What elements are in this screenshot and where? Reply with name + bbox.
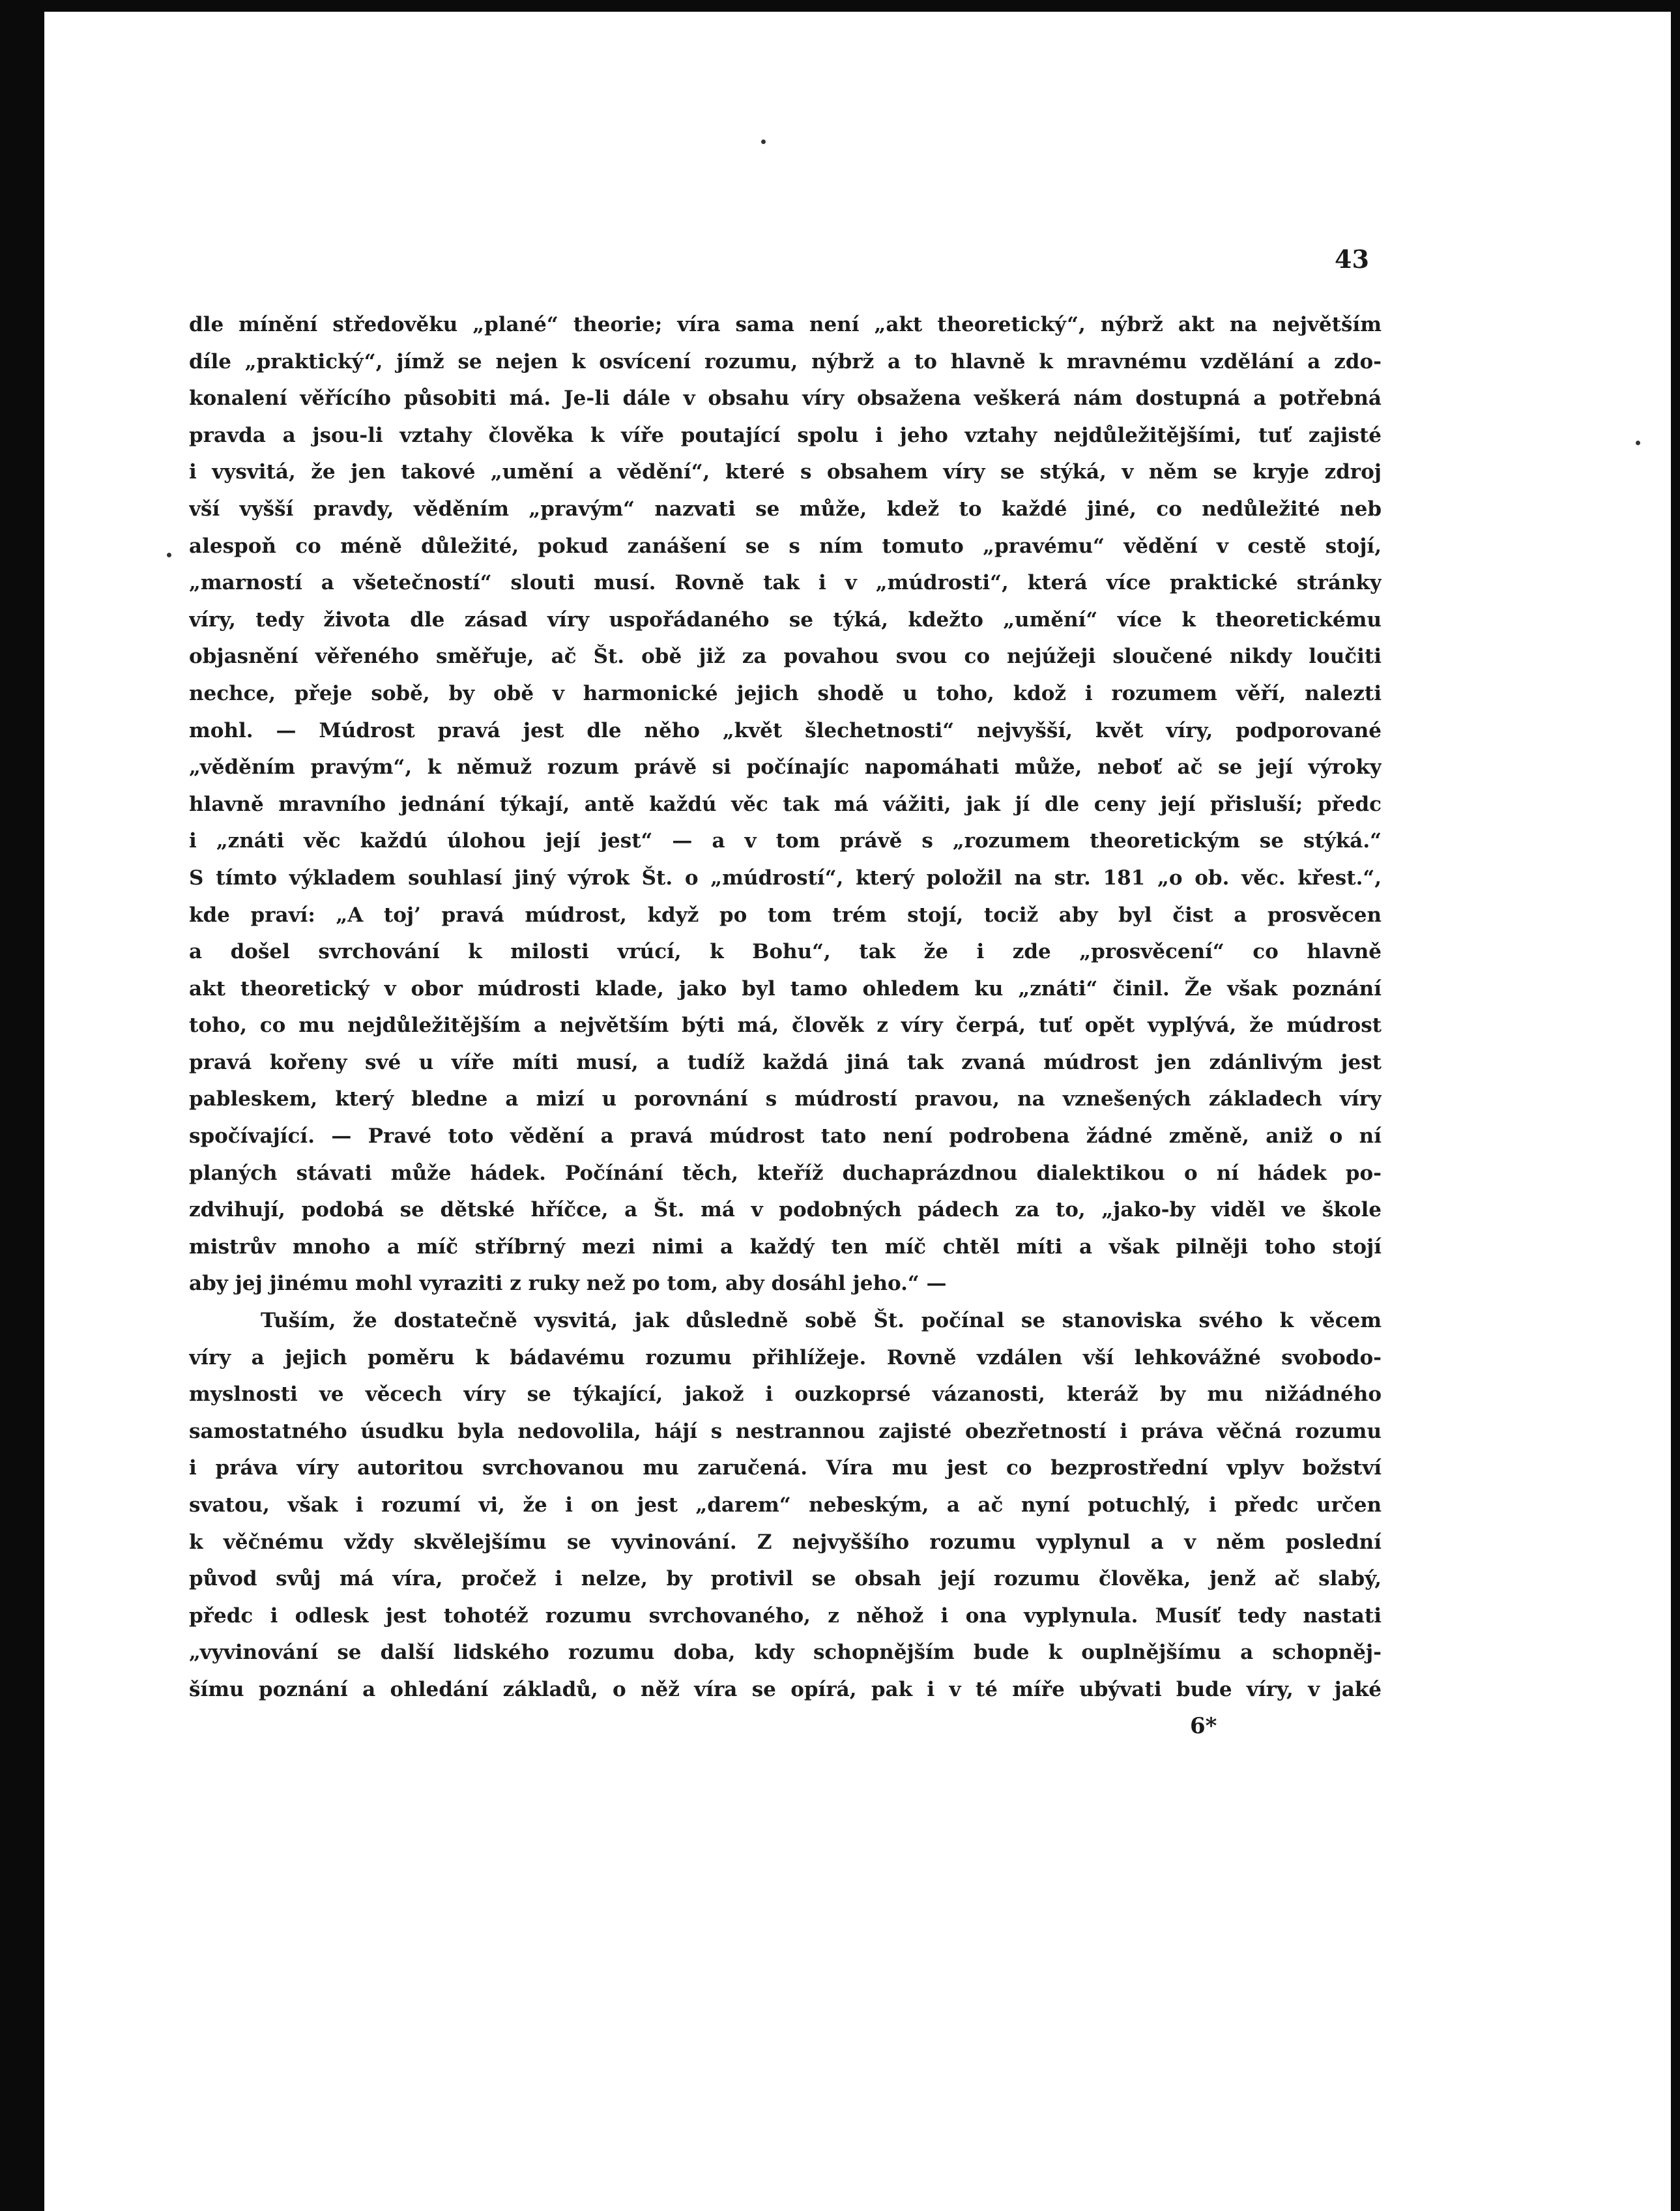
text-line: „věděním pravým“, k němuž rozum právě si počínajíc napomáhati může, neboť ač se její výroky: [189, 755, 1382, 780]
text-line: „marností a všetečností“ slouti musí. Rovně tak i v „múdrosti“, která více praktické stránky: [189, 571, 1382, 595]
text-line: a došel svrchování k milosti vrúcí, k Bohu“, tak že i zde „prosvěcení“ co hlavně: [189, 940, 1382, 964]
printer-signature-mark: 6*: [1190, 1713, 1217, 1739]
text-line: planých stávati může hádek. Počínání těch, kteříž duchaprázdnou dialektikou o ní hádek po-: [189, 1161, 1382, 1185]
scan-border-left: [0, 0, 44, 2211]
text-line: kde praví: „A toj’ pravá múdrost, když po tom trém stojí, tociž aby byl čist a prosvěcen: [189, 903, 1382, 927]
text-line: toho, co mu nejdůležitějším a největším býti má, člověk z víry čerpá, tuť opět vyplývá, že múdrost: [189, 1014, 1382, 1038]
text-line: konalení věřícího působiti má. Je-li dále v obsahu víry obsažena veškerá nám dostupná a potřebná: [189, 387, 1382, 411]
speck-mark: [761, 139, 766, 144]
text-line: aby jej jinému mohl vyraziti z ruky než po tom, aby dosáhl jeho.“ —: [189, 1272, 947, 1296]
text-line: S tímto výkladem souhlasí jiný výrok Št. o „múdrostí“, který položil na str. 181 „o ob. věc. křest.“,: [189, 866, 1382, 890]
text-line: vší vyšší pravdy, věděním „pravým“ nazvati se může, kdež to každé jiné, co nedůležité neb: [189, 497, 1382, 521]
page-number: 43: [1335, 244, 1369, 274]
text-line: pableskem, který bledne a mizí u porovnání s múdrostí pravou, na vznešených základech víry: [189, 1087, 1382, 1111]
text-line: objasnění věřeného směřuje, ač Št. obě již za povahou svou co nejúžeji sloučené nikdy loučiti: [189, 645, 1382, 669]
text-line: dle mínění středověku „plané“ theorie; víra sama není „akt theoretický“, nýbrž akt na největším: [189, 313, 1382, 336]
text-line: hlavně mravního jednání týkají, antě každú věc tak má vážiti, jak jí dle ceny její přisluší; předc: [189, 792, 1382, 816]
text-line: akt theoretický v obor múdrosti klade, jako byl tamo ohledem ku „znáti“ činil. Že však poznání: [189, 976, 1382, 1001]
scan-border-top: [0, 0, 1680, 12]
text-line: mistrův mnoho a míč stříbrný mezi nimi a každý ten míč chtěl míti a však pilněji toho stojí: [189, 1235, 1382, 1259]
speck-mark: [1636, 441, 1640, 445]
body-text: [189, 306, 1382, 1708]
text-line: samostatného úsudku byla nedovolila, hájí s nestrannou zajisté obezřetností i práva věčná rozumu: [189, 1419, 1382, 1443]
text-line: šímu poznání a ohledání základů, o něž víra se opírá, pak i v té míře ubývati bude víry, v jaké: [189, 1677, 1382, 1701]
text-line: nechce, přeje sobě, by obě v harmonické jejich shodě u toho, kdož i rozumem věří, nalezti: [189, 681, 1382, 705]
text-line: víry, tedy života dle zásad víry uspořádaného se týká, kdežto „umění“ více k theoretickému: [189, 608, 1382, 632]
text-line: zdvihují, podobá se dětské hříčce, a Št. má v podobných pádech za to, „jako-by viděl ve škole: [189, 1198, 1382, 1222]
text-line: k věčnému vždy skvělejšímu se vyvinování. Z nejvyššího rozumu vyplynul a v něm poslední: [189, 1530, 1382, 1554]
text-line: víry a jejich poměru k bádavému rozumu přihlížeje. Rovně vzdálen vší lehkovážné svobodo-: [189, 1345, 1382, 1369]
text-line: svatou, však i rozumí vi, že i on jest „darem“ nebeským, a ač nyní potuchlý, i předc určen: [189, 1493, 1382, 1517]
text-line: předc i odlesk jest tohotéž rozumu svrchovaného, z něhož i ona vyplynula. Musíť tedy nastati: [189, 1603, 1382, 1628]
text-line: i vysvitá, že jen takové „umění a vědění“, které s obsahem víry se stýká, v něm se kryje zdroj: [189, 460, 1382, 484]
text-line: i „znáti věc každú úlohou její jest“ — a v tom právě s „rozumem theoretickým se stýká.“: [189, 829, 1382, 853]
scan-border-right: [1671, 0, 1680, 2211]
paragraph-start-line: Tuším, že dostatečně vysvitá, jak důsledně sobě Št. počínal se stanoviska svého k věcem: [261, 1309, 1382, 1333]
text-line: alespoň co méně důležité, pokud zanášení se s ním tomuto „pravému“ vědění v cestě stojí,: [189, 534, 1382, 558]
text-line: spočívající. — Pravé toto vědění a pravá múdrost tato není podrobena žádné změně, aniž o ní: [189, 1124, 1382, 1149]
text-line: mohl. — Múdrost pravá jest dle něho „květ šlechetnosti“ nejvyšší, květ víry, podporované: [189, 718, 1382, 742]
text-line: i práva víry autoritou svrchovanou mu zaručená. Víra mu jest co bezprostřední vplyv božství: [189, 1456, 1382, 1480]
text-line: pravda a jsou-li vztahy člověka k víře poutající spolu i jeho vztahy nejdůležitějšími, tuť zajisté: [189, 423, 1382, 447]
text-line: díle „praktický“, jímž se nejen k osvícení rozumu, nýbrž a to hlavně k mravnému vzdělání a zdo-: [189, 349, 1382, 373]
text-line: „vyvinování se další lidského rozumu doba, kdy schopnějším bude k ouplnějšímu a schopněj-: [189, 1641, 1382, 1665]
speck-mark: [167, 553, 171, 557]
text-line: původ svůj má víra, pročež i nelze, by protivil se obsah její rozumu člověka, jenž ač slabý,: [189, 1567, 1382, 1591]
text-line: myslnosti ve věcech víry se týkající, jakož i ouzkoprsé vázanosti, kteráž by mu nižádného: [189, 1383, 1382, 1407]
text-line: pravá kořeny své u víře míti musí, a tudíž každá jiná tak zvaná múdrost jen zdánlivým jest: [189, 1050, 1382, 1074]
